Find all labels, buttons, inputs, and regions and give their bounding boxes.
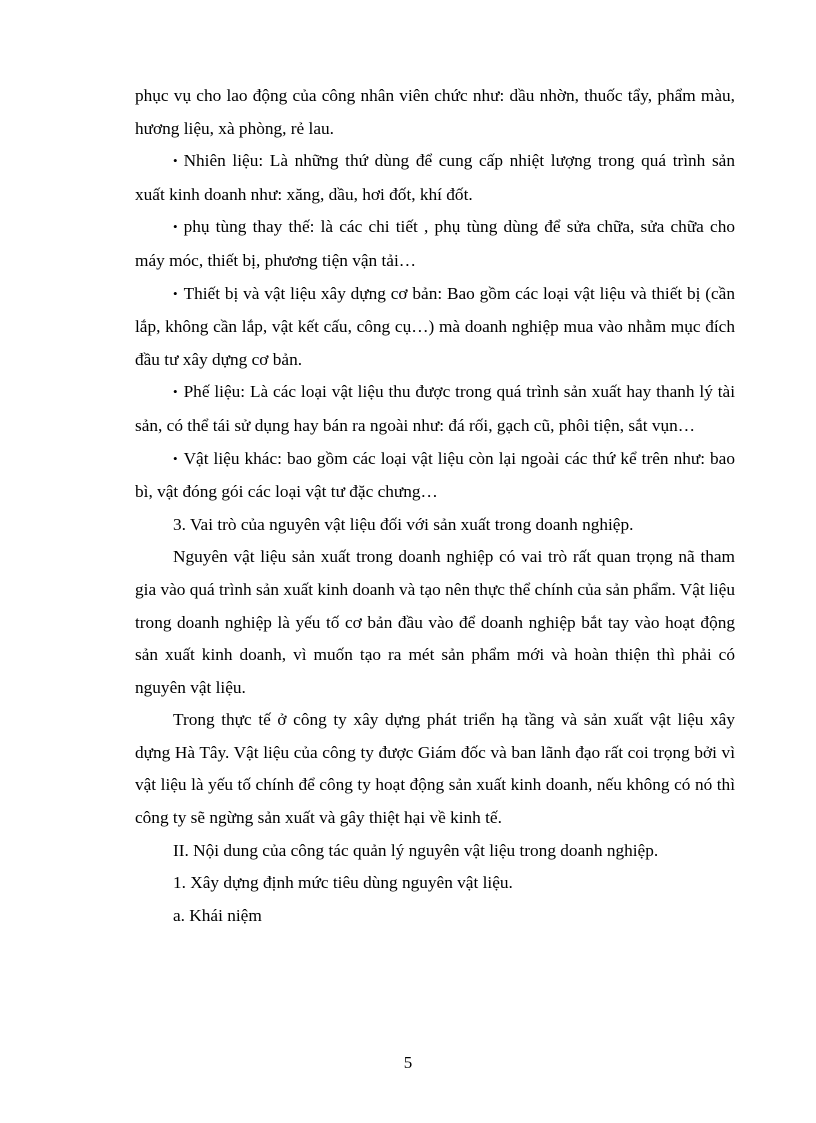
section-heading-role: 3. Vai trò của nguyên vật liệu đối với sản xuất trong doanh nghiệp. [173, 514, 634, 534]
bullet-scrap: • Phế liệu: Là các loại vật liệu thu được trong quá trình sản xuất hay thanh lý tài sản, có thể tái sử dụng hay bán ra ngoài như: đá rối, gạch cũ, phôi tiện, sắt vụn… [135, 376, 735, 442]
paragraph-role-description: Nguyên vật liệu sản xuất trong doanh nghiệp có vai trò rất quan trọng nã tham gia vào quá trình sản xuất kinh doanh và tạo nên thực thể chính của sản phẩm. Vật liệu trong doanh nghiệp là yếu tố cơ bản đầu vào để doanh nghiệp bắt tay vào hoạt động sản xuất kinh doanh, vì muốn tạo ra mét sản phẩm mới và hoàn thiện thì phải có nguyên vật liệu. [135, 547, 735, 697]
page-number: 5 [403, 1053, 413, 1072]
subsection-heading-concept: a. Khái niệm [173, 905, 262, 925]
bullet-spare-parts: • phụ tùng thay thế: là các chi tiết , phụ tùng dùng để sửa chữa, sửa chữa cho máy móc, thiết bị, phương tiện vận tải… [135, 211, 735, 277]
bullet-construction-equipment: • Thiết bị và vật liệu xây dựng cơ bản: Bao gồm các loại vật liệu và thiết bị (cần lắp, không cần lắp, vật kết cấu, công cụ…) mà doanh nghiệp mua vào nhằm mục đích đầu tư xây dựng cơ bản. [135, 278, 735, 377]
section-heading-content: II. Nội dung của công tác quản lý nguyên vật liệu trong doanh nghiệp. [173, 840, 659, 860]
paragraph-company-context: Trong thực tế ở công ty xây dựng phát triển hạ tầng và sản xuất vật liệu xây dựng Hà Tây. Vật liệu của công ty được Giám đốc và ban lãnh đạo rất coi trọng bởi vì vật liệu là yếu tố chính để công ty hoạt động sản xuất kinh doanh, nếu không có nó thì công ty sẽ ngừng sản xuất và gây thiệt hại về kinh tế. [135, 710, 735, 828]
bullet-fuel: • Nhiên liệu: Là những thứ dùng để cung cấp nhiệt lượng trong quá trình sản xuất kinh doanh như: xăng, dầu, hơi đốt, khí đốt. [135, 145, 735, 211]
bullet-other-materials: • Vật liệu khác: bao gồm các loại vật liệu còn lại ngoài các thứ kể trên như: bao bì, vật đóng gói các loại vật tư đặc chưng… [135, 443, 735, 509]
subsection-heading-norms: 1. Xây dựng định mức tiêu dùng nguyên vật liệu. [173, 873, 513, 893]
document-body [135, 80, 735, 932]
paragraph-continuation: phục vụ cho lao động của công nhân viên chức như: dầu nhờn, thuốc tẩy, phẩm màu, hương liệu, xà phòng, rẻ lau. [135, 86, 735, 138]
